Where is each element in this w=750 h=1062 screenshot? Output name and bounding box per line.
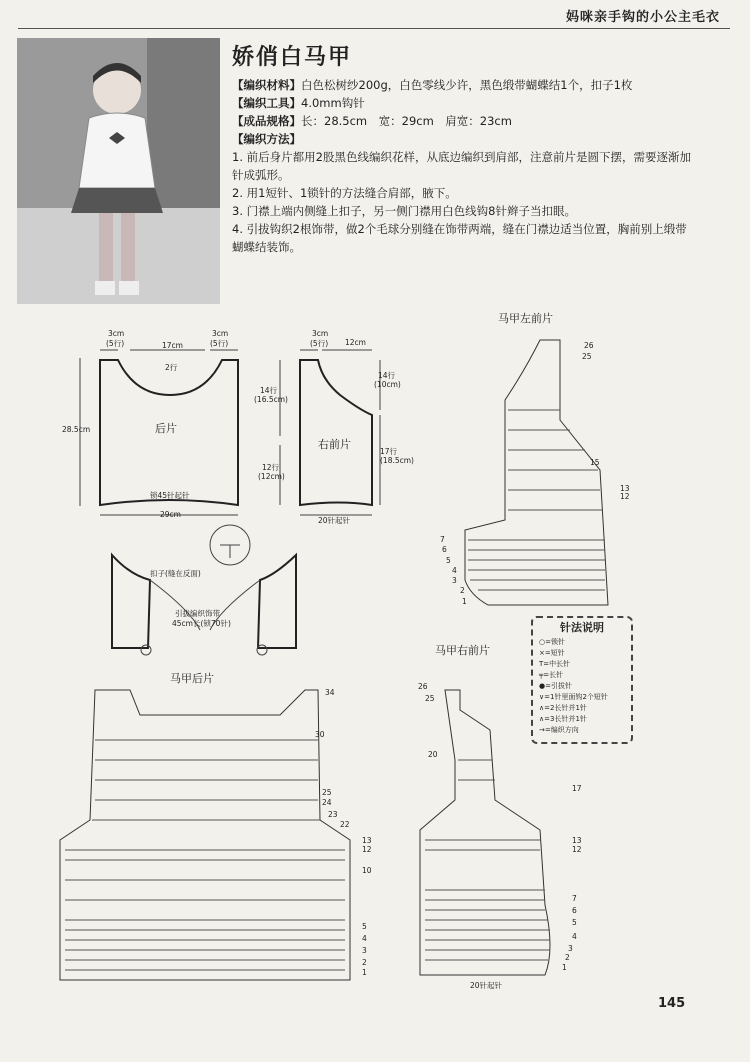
back-row-number: 1 [362, 968, 367, 977]
button-note: 扣子(缝在反面) [150, 569, 201, 578]
dim-45-stitches: 锁45针起针 [150, 491, 190, 500]
size-text: 长：28.5cm 宽：29cm 肩宽：23cm [301, 114, 512, 128]
dim-3cm-c: 3cm [312, 329, 329, 338]
back-row-number: 12 [362, 845, 372, 854]
back-row-number: 25 [322, 788, 332, 797]
right-row-number: 25 [425, 694, 435, 703]
dim-3cm-b: 3cm [212, 329, 229, 338]
dim-5rows-a: (5行) [106, 339, 125, 348]
left-row-number: 15 [590, 458, 600, 467]
left-row-number: 26 [584, 341, 594, 350]
right-row-number: 6 [572, 906, 577, 915]
materials-label: 【编织材料】 [232, 78, 301, 92]
dim-2rows: 2行 [165, 363, 178, 372]
left-front-chart-outline [465, 340, 608, 605]
dim-29cm: 29cm [160, 510, 181, 519]
back-row-number: 2 [362, 958, 367, 967]
left-small-piece [112, 555, 150, 648]
dim-18-5cm: (18.5cm) [380, 456, 414, 465]
left-row-number: 4 [452, 566, 457, 575]
back-row-number: 3 [362, 946, 367, 955]
right-row-number: 13 [572, 836, 582, 845]
dim-12cm-top: 12cm [345, 338, 366, 347]
right-row-number: 2 [565, 953, 570, 962]
back-row-number: 13 [362, 836, 372, 845]
article-title: 娇俏白马甲 [232, 45, 353, 70]
tools-label: 【编织工具】 [232, 96, 301, 110]
method-label: 【编织方法】 [232, 132, 301, 146]
dim-3cm-a: 3cm [108, 329, 125, 338]
legend-title: 针法说明 [560, 621, 604, 634]
left-row-number: 6 [442, 545, 447, 554]
back-chart-outline [60, 690, 350, 980]
dim-16-5cm: (16.5cm) [254, 395, 288, 404]
left-front-chart-title: 马甲左前片 [498, 312, 553, 325]
left-row-number: 13 [620, 484, 630, 493]
legend-item: ∧=2长针并1针 [539, 704, 587, 712]
legend-item: ×=短针 [539, 649, 565, 657]
legend-item: →=编织方向 [539, 726, 579, 734]
right-front-outline [300, 360, 372, 505]
right-row-number: 1 [562, 963, 567, 972]
legend-item: ∨=1针里面钩2个短针 [539, 693, 608, 701]
back-chart-title: 马甲后片 [170, 672, 214, 685]
legend-item: ●=引拔针 [539, 682, 572, 690]
size-label: 【成品规格】 [232, 114, 301, 128]
back-row-number: 24 [322, 798, 332, 807]
tie-length: 45cm长(锁70针) [172, 619, 231, 628]
materials-text: 白色松树纱200g，白色零线少许，黑色缎带蝴蝶结1个，扣子1枚 [301, 78, 633, 92]
right-small-piece [258, 555, 296, 648]
tools-text: 4.0mm钩针 [301, 96, 365, 110]
right-row-number: 12 [572, 845, 582, 854]
dim-14rows: 14行 [260, 386, 278, 395]
right-row-number: 26 [418, 682, 428, 691]
dim-28-5cm: 28.5cm [62, 425, 91, 434]
book-header: 妈咪亲手钩的小公主毛衣 [565, 10, 720, 25]
right-row-number: 4 [572, 932, 577, 941]
back-row-number: 10 [362, 866, 372, 875]
step-2: 2. 用1短针、1锁针的方法缝合肩部，腋下。 [232, 186, 457, 200]
step-3: 3. 门襟上端内侧缝上扣子，另一侧门襟用白色线钩8针辫子当扣眼。 [232, 204, 576, 218]
right-front-label: 右前片 [318, 438, 351, 451]
back-row-number: 4 [362, 934, 367, 943]
legend-item: ○=锁针 [539, 638, 565, 646]
legend-item: ∧=3长针并1针 [539, 715, 587, 723]
dim-17rows: 17行 [380, 447, 398, 456]
dim-5rows-c: (5行) [310, 339, 329, 348]
left-row-number: 25 [582, 352, 592, 361]
back-piece-label: 后片 [155, 422, 177, 435]
legend-item: ╤=长针 [539, 671, 564, 679]
page-number: 145 [658, 996, 686, 1011]
left-row-number: 2 [460, 586, 465, 595]
dim-14rows-b: 14行 [378, 371, 396, 380]
stitch-legend [531, 616, 633, 744]
dim-20-stitches: 20针起针 [318, 516, 351, 525]
dim-5rows-b: (5行) [210, 339, 229, 348]
right-front-chart-title: 马甲右前片 [435, 644, 490, 657]
back-row-number: 23 [328, 810, 338, 819]
dim-17cm: 17cm [162, 341, 183, 350]
step-1: 1. 前后身片都用2股黑色线编织花样，从底边编织到肩部，注意前片是圆下摆，需要逐渐加针成弧形。 [232, 150, 691, 182]
right-row-number: 17 [572, 784, 582, 793]
tie-note: 引拔编织饰带 [175, 609, 220, 618]
dim-10cm: (10cm) [374, 380, 401, 389]
left-row-number: 5 [446, 556, 451, 565]
left-row-number: 7 [440, 535, 445, 544]
back-row-number: 34 [325, 688, 335, 697]
back-row-number: 30 [315, 730, 325, 739]
left-row-number: 3 [452, 576, 457, 585]
legend-item: T=中长针 [539, 660, 571, 668]
right-row-number: 3 [568, 944, 573, 953]
back-row-number: 22 [340, 820, 350, 829]
right-start-chain: 20针起针 [470, 981, 503, 990]
right-row-number: 7 [572, 894, 577, 903]
right-row-number: 5 [572, 918, 577, 927]
left-row-number: 1 [462, 597, 467, 606]
dim-12cm: (12cm) [258, 472, 285, 481]
dim-12rows: 12行 [262, 463, 280, 472]
back-row-number: 5 [362, 922, 367, 931]
right-row-number: 20 [428, 750, 438, 759]
left-row-number: 12 [620, 492, 630, 501]
step-4: 4. 引拔钩织2根饰带，做2个毛球分别缝在饰带两端，缝在门襟边适当位置，胸前别上缎带蝴蝶结装饰。 [232, 222, 687, 254]
